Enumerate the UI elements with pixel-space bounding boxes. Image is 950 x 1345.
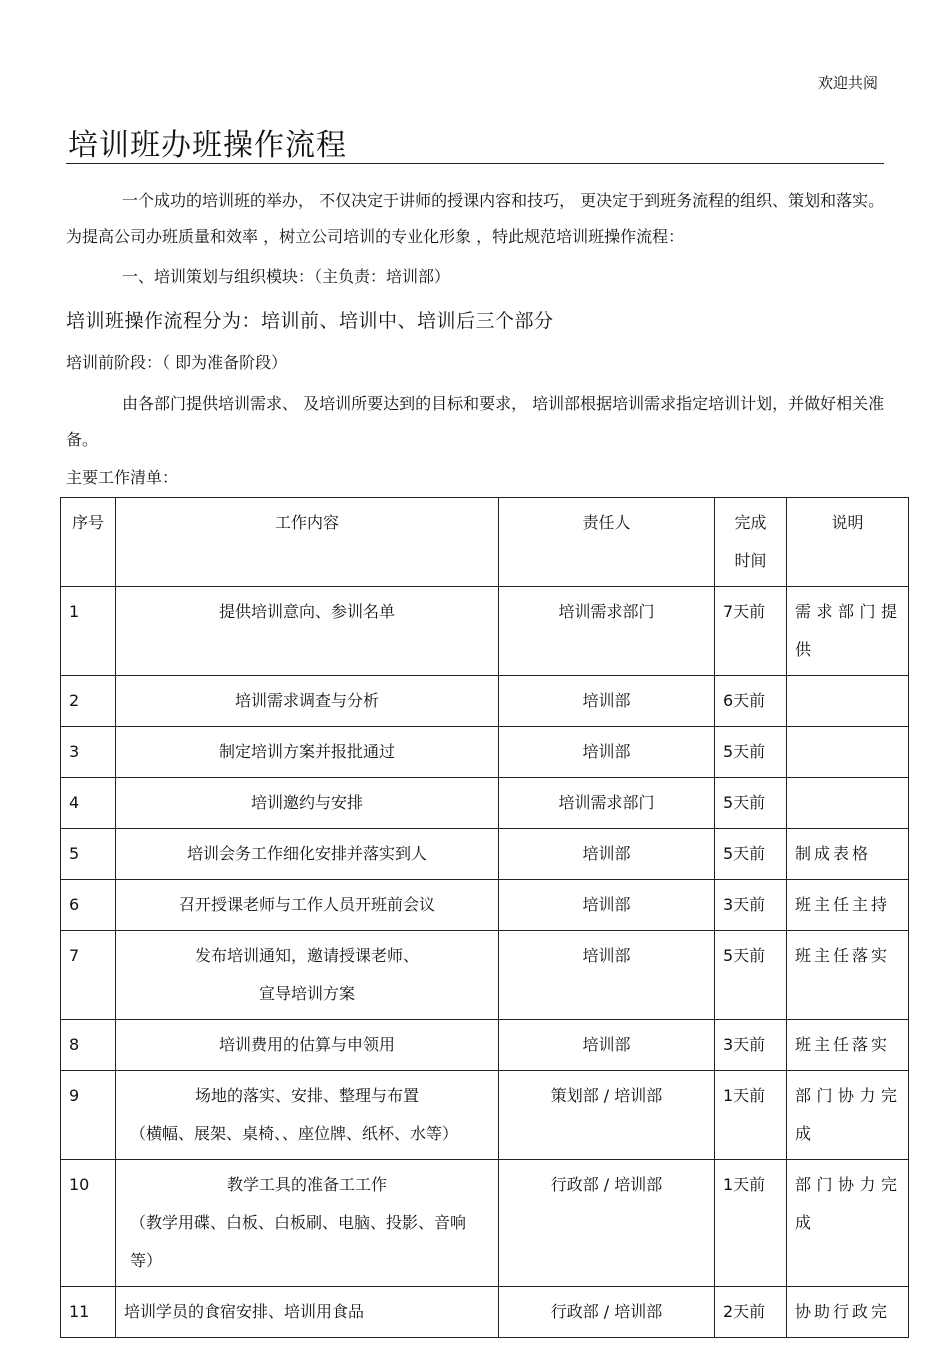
row-content: 培训费用的估算与申领用 bbox=[116, 1020, 499, 1071]
row-time: 5天前 bbox=[715, 829, 787, 880]
table-row bbox=[61, 1160, 909, 1287]
table-row bbox=[61, 778, 909, 829]
row-owner: 培训部 bbox=[499, 1020, 715, 1071]
header-time bbox=[715, 498, 787, 587]
row-note: 班主任落实 bbox=[787, 931, 909, 1020]
row-content-line2: （横幅、展架、桌椅、、座位牌、纸杯、水等） bbox=[130, 1124, 459, 1143]
table-row bbox=[61, 587, 909, 676]
row-owner: 培训部 bbox=[499, 676, 715, 727]
stage-heading: 培训前阶段：（ 即为准备阶段） bbox=[66, 353, 288, 372]
row-owner: 培训需求部门 bbox=[499, 778, 715, 829]
row-content: 培训需求调查与分析 bbox=[116, 676, 499, 727]
row-note: 班主任主持 bbox=[787, 880, 909, 931]
row-owner: 培训部 bbox=[499, 931, 715, 1020]
row-num: 7 bbox=[61, 931, 116, 1020]
row-content: 培训邀约与安排 bbox=[116, 778, 499, 829]
row-owner: 策划部 / 培训部 bbox=[499, 1071, 715, 1160]
table-row bbox=[61, 1287, 909, 1338]
header-content: 工作内容 bbox=[116, 498, 499, 587]
table-row bbox=[61, 676, 909, 727]
row-num: 9 bbox=[61, 1071, 116, 1160]
header-num: 序号 bbox=[61, 498, 116, 587]
row-time: 2天前 bbox=[715, 1287, 787, 1338]
row-time: 5天前 bbox=[715, 931, 787, 1020]
row-time: 7天前 bbox=[715, 587, 787, 676]
row-time: 6天前 bbox=[715, 676, 787, 727]
row-time: 5天前 bbox=[715, 778, 787, 829]
header-time-line2: 时间 bbox=[734, 551, 767, 570]
section-heading: 培训班操作流程分为：培训前、培训中、培训后三个部分 bbox=[66, 310, 554, 332]
row-owner: 培训部 bbox=[499, 829, 715, 880]
row-note: 需求部门提供 bbox=[787, 587, 909, 676]
row-owner: 培训部 bbox=[499, 880, 715, 931]
table-row bbox=[61, 880, 909, 931]
row-num: 1 bbox=[61, 587, 116, 676]
row-content bbox=[116, 931, 499, 1020]
stage-description: 由各部门提供培训需求、 及培训所要达到的目标和要求， 培训部根据培训需求指定培训计划，并做好相关准备。 bbox=[66, 394, 885, 449]
row-num: 3 bbox=[61, 727, 116, 778]
title-divider bbox=[66, 163, 884, 164]
row-content: 制定培训方案并报批通过 bbox=[116, 727, 499, 778]
header-time-line1: 完成 bbox=[734, 513, 767, 532]
row-time: 3天前 bbox=[715, 1020, 787, 1071]
row-time: 3天前 bbox=[715, 880, 787, 931]
row-content-line2: 宣导培训方案 bbox=[258, 984, 355, 1003]
row-note: 协助行政完 bbox=[787, 1287, 909, 1338]
row-note: 班主任落实 bbox=[787, 1020, 909, 1071]
row-num: 8 bbox=[61, 1020, 116, 1071]
row-content-line1: 教学工具的准备工工作 bbox=[226, 1175, 387, 1194]
row-note: 制成表格 bbox=[787, 829, 909, 880]
row-note bbox=[787, 778, 909, 829]
row-num: 5 bbox=[61, 829, 116, 880]
header-note-col: 说明 bbox=[787, 498, 909, 587]
row-content: 培训会务工作细化安排并落实到人 bbox=[116, 829, 499, 880]
row-note: 部门协力完成 bbox=[787, 1071, 909, 1160]
table-row bbox=[61, 1020, 909, 1071]
header-note: 欢迎共阅 bbox=[817, 74, 878, 92]
table-header-row bbox=[61, 498, 909, 587]
row-content-line1: 发布培训通知，邀请授课老师、 bbox=[194, 946, 419, 965]
row-time: 5天前 bbox=[715, 727, 787, 778]
row-content bbox=[116, 1160, 499, 1287]
row-content: 培训学员的食宿安排、培训用食品 bbox=[116, 1287, 499, 1338]
page-title: 培训班办班操作流程 bbox=[68, 128, 347, 163]
intro-paragraph: 一个成功的培训班的举办， 不仅决定于讲师的授课内容和技巧， 更决定于到班务流程的组织、策划和落实。为提高公司办班质量和效率 ，树立公司培训的专业化形象 ，特此规范培训班操作流程： bbox=[66, 191, 885, 246]
row-num: 6 bbox=[61, 880, 116, 931]
row-num: 10 bbox=[61, 1160, 116, 1287]
row-time: 1天前 bbox=[715, 1160, 787, 1287]
module-line: 一、培训策划与组织模块：（主负责：培训部） bbox=[122, 267, 451, 286]
row-content-line1: 场地的落实、安排、整理与布置 bbox=[194, 1086, 419, 1105]
row-note bbox=[787, 676, 909, 727]
row-time: 1天前 bbox=[715, 1071, 787, 1160]
table-row bbox=[61, 727, 909, 778]
row-num: 2 bbox=[61, 676, 116, 727]
table-row bbox=[61, 931, 909, 1020]
table-row bbox=[61, 1071, 909, 1160]
row-note bbox=[787, 727, 909, 778]
row-num: 11 bbox=[61, 1287, 116, 1338]
row-num: 4 bbox=[61, 778, 116, 829]
table-row bbox=[61, 829, 909, 880]
row-content: 提供培训意向、参训名单 bbox=[116, 587, 499, 676]
row-content: 召开授课老师与工作人员开班前会议 bbox=[116, 880, 499, 931]
list-title: 主要工作清单： bbox=[66, 468, 179, 487]
row-owner: 行政部 / 培训部 bbox=[499, 1160, 715, 1287]
header-owner: 责任人 bbox=[499, 498, 715, 587]
row-owner: 行政部 / 培训部 bbox=[499, 1287, 715, 1338]
row-note: 部门协力完成 bbox=[787, 1160, 909, 1287]
row-content-line2: （教学用碟、白板、白板刷、电脑、投影、音响等） bbox=[130, 1213, 467, 1270]
row-owner: 培训部 bbox=[499, 727, 715, 778]
row-content bbox=[116, 1071, 499, 1160]
row-owner: 培训需求部门 bbox=[499, 587, 715, 676]
work-list-table bbox=[60, 497, 909, 1338]
